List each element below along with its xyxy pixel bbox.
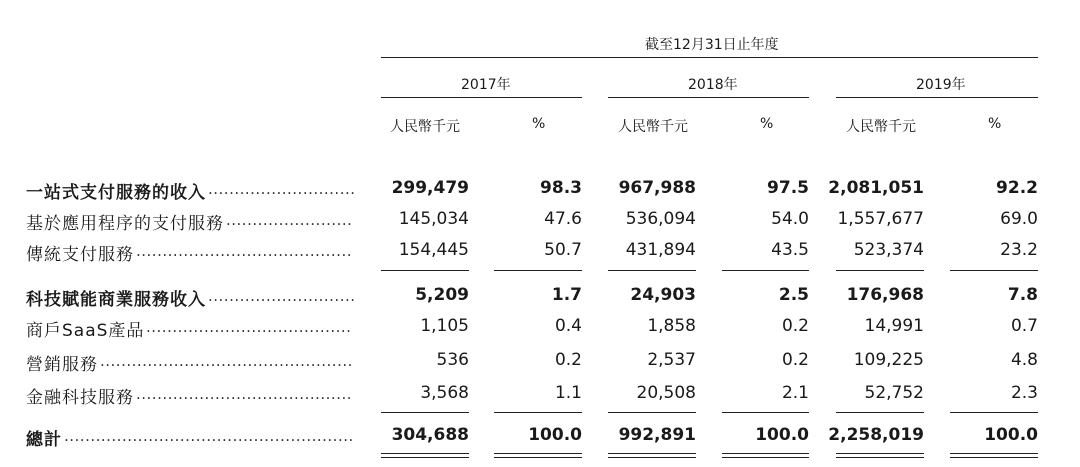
row-label [26,383,134,408]
row-label [26,350,98,375]
leader-dots: ............................ [208,180,356,198]
row-label-text: 營銷服務 [26,355,98,375]
row-label-text: 總計 [26,430,62,450]
subtotal-rule-2018-amt [608,270,696,271]
amount-cell: 299,479 [391,178,469,198]
subtotal-rule-2017-amt [381,270,469,271]
amount-cell: 304,688 [391,425,469,445]
subtotal2-rule-2019-pct [950,412,1038,413]
leader-dots: ....................................................... [64,427,354,445]
amount-cell: 431,894 [625,240,696,260]
leader-dots: ......................................... [136,385,352,403]
period-header: 截至12月31日止年度 [645,37,779,53]
pct-label-2017: % [532,116,546,132]
percent-cell: 97.5 [767,178,809,198]
row-label-text: 商戶SaaS產品 [26,321,145,341]
leader-dots: ......................................... [136,242,352,260]
amount-cell: 536 [436,350,469,370]
leader-dots: ................................................ [100,352,353,370]
pct-label-2018: % [760,116,774,132]
percent-cell: 100.0 [528,425,582,445]
unit-label-2018: 人民幣千元 [618,119,688,135]
percent-cell: 69.0 [1000,209,1038,229]
subtotal-rule-2017-pct [494,270,582,271]
period-rule [381,57,1038,58]
percent-cell: 43.5 [771,240,809,260]
year-2017-header: 2017年 [461,77,511,93]
amount-cell: 154,445 [398,240,469,260]
amount-cell: 52,752 [864,383,924,403]
total-double-rule-2017-pct [494,453,582,458]
percent-cell: 2.1 [781,383,809,403]
year-2019-rule [836,97,1038,98]
row-label [26,425,62,450]
year-2018-rule [608,97,809,98]
percent-cell: 0.2 [781,316,809,336]
percent-cell: 7.8 [1007,285,1038,305]
leader-dots: ............................ [208,287,356,305]
amount-cell: 20,508 [636,383,696,403]
percent-cell: 1.1 [554,383,582,403]
amount-cell: 109,225 [853,350,924,370]
subtotal2-rule-2019-amt [836,412,924,413]
leader-dots: ....................................... [146,318,352,336]
amount-cell: 523,374 [853,240,924,260]
percent-cell: 2.5 [778,285,809,305]
subtotal2-rule-2017-amt [381,412,469,413]
amount-cell: 1,557,677 [837,209,924,229]
percent-cell: 100.0 [984,425,1038,445]
year-2018-header: 2018年 [688,77,738,93]
amount-cell: 14,991 [864,316,924,336]
percent-cell: 0.4 [554,316,582,336]
subtotal2-rule-2018-pct [722,412,809,413]
year-2017-rule [381,97,582,98]
percent-cell: 47.6 [544,209,582,229]
row-label [26,285,206,310]
amount-cell: 24,903 [630,285,696,305]
row-label-text: 傳統支付服務 [26,245,134,265]
row-label-text: 科技賦能商業服務收入 [26,290,206,310]
pct-label-2019: % [988,116,1002,132]
percent-cell: 50.7 [544,240,582,260]
percent-cell: 1.7 [551,285,582,305]
row-label-text: 金融科技服務 [26,388,134,408]
amount-cell: 967,988 [618,178,696,198]
amount-cell: 536,094 [625,209,696,229]
amount-cell: 992,891 [618,425,696,445]
subtotal-rule-2018-pct [722,270,809,271]
amount-cell: 1,858 [647,316,696,336]
percent-cell: 0.2 [554,350,582,370]
total-double-rule-2018-pct [722,453,809,458]
percent-cell: 100.0 [755,425,809,445]
amount-cell: 5,209 [415,285,469,305]
percent-cell: 54.0 [771,209,809,229]
year-2019-header: 2019年 [916,77,966,93]
amount-cell: 3,568 [420,383,469,403]
total-double-rule-2019-pct [950,453,1038,458]
amount-cell: 145,034 [398,209,469,229]
row-label [26,316,144,341]
row-label-text: 基於應用程序的支付服務 [26,214,224,234]
amount-cell: 2,081,051 [828,178,924,198]
percent-cell: 0.2 [781,350,809,370]
subtotal-rule-2019-pct [950,270,1038,271]
percent-cell: 23.2 [1000,240,1038,260]
percent-cell: 92.2 [996,178,1038,198]
amount-cell: 1,105 [420,316,469,336]
subtotal-rule-2019-amt [836,270,924,271]
row-label [26,240,134,265]
percent-cell: 4.8 [1010,350,1038,370]
total-double-rule-2019-amt [836,453,924,458]
amount-cell: 176,968 [846,285,924,305]
total-double-rule-2017-amt [381,453,469,458]
subtotal2-rule-2018-amt [608,412,696,413]
percent-cell: 98.3 [540,178,582,198]
row-label [26,178,206,203]
leader-dots: ........................ [226,211,353,229]
subtotal2-rule-2017-pct [494,412,582,413]
amount-cell: 2,537 [647,350,696,370]
percent-cell: 0.7 [1010,316,1038,336]
amount-cell: 2,258,019 [828,425,924,445]
percent-cell: 2.3 [1010,383,1038,403]
row-label [26,209,224,234]
total-double-rule-2018-amt [608,453,696,458]
unit-label-2017: 人民幣千元 [390,119,460,135]
unit-label-2019: 人民幣千元 [846,119,916,135]
row-label-text: 一站式支付服務的收入 [26,183,206,203]
